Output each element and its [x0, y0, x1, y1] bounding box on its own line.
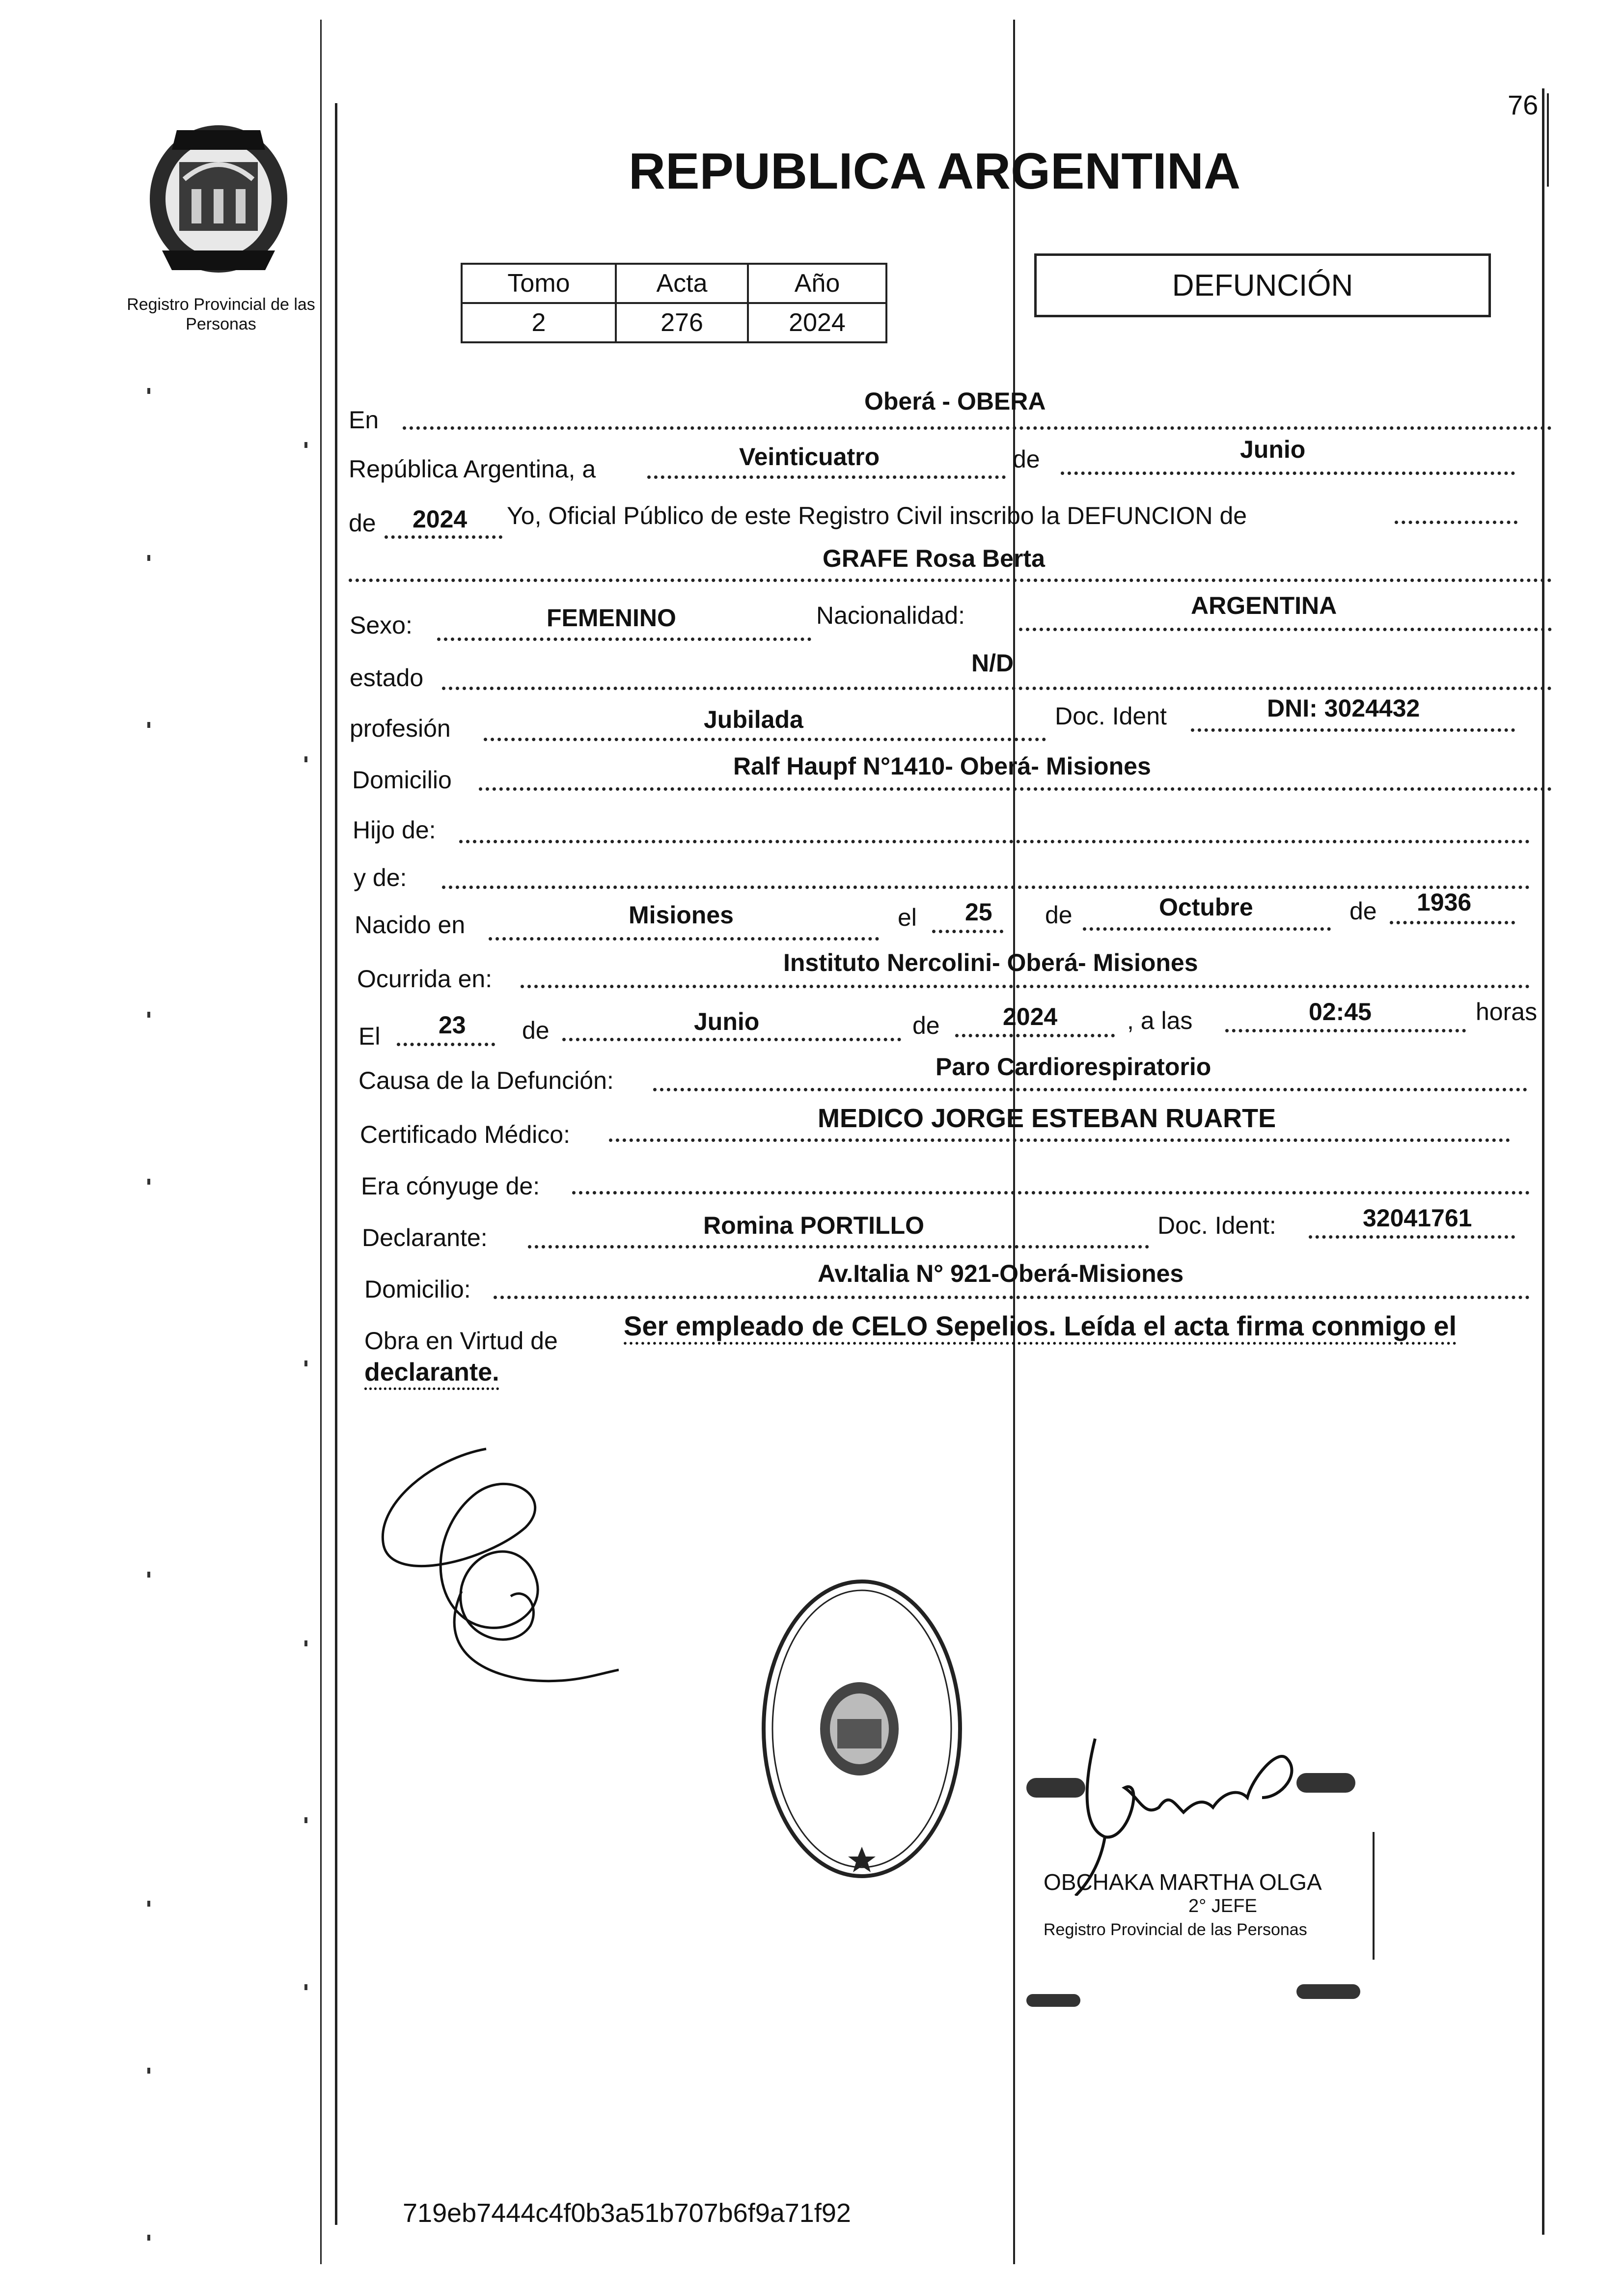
deceased-name: GRAFE Rosa Berta	[823, 545, 1045, 572]
margin-speck	[147, 2068, 150, 2074]
margin-speck	[304, 756, 307, 762]
dotted-line	[479, 787, 1552, 791]
dotted-line	[932, 930, 1003, 933]
el-label: el	[898, 904, 917, 931]
estado-label: estado	[350, 664, 424, 692]
de-label: de	[1013, 445, 1040, 473]
official-position: 2° JEFE	[1188, 1896, 1257, 1916]
death-time-value: 02:45	[1309, 998, 1372, 1026]
margin-speck	[147, 388, 150, 394]
ocurrida-label: Ocurrida en:	[357, 965, 493, 993]
dotted-line	[442, 687, 1552, 690]
page-title: REPUBLICA ARGENTINA	[629, 143, 1241, 200]
death-place-value: Instituto Nercolini- Oberá- Misiones	[783, 949, 1198, 976]
margin-line-right-top	[1547, 93, 1549, 187]
dotted-line	[562, 1038, 901, 1041]
y-de-label: y de:	[354, 864, 407, 891]
marital-status-value: N/D	[971, 649, 1014, 677]
year-value: 2024	[413, 505, 468, 533]
dotted-line	[397, 1043, 495, 1046]
margin-speck	[147, 555, 150, 561]
declarant-name: Romina PORTILLO	[703, 1212, 924, 1239]
dotted-line	[521, 985, 1530, 988]
dotted-line	[528, 1245, 1149, 1248]
record-type-box	[1034, 253, 1491, 317]
declarante-label: Declarante:	[362, 1224, 488, 1251]
de-label: de	[1349, 897, 1377, 925]
certificado-label: Certificado Médico:	[360, 1121, 570, 1148]
margin-speck	[304, 442, 307, 448]
margin-speck	[147, 722, 150, 728]
birth-year-value: 1936	[1417, 888, 1472, 916]
official-name: OBCHAKA MARTHA OLGA	[1044, 1869, 1322, 1895]
horas-label: horas	[1476, 998, 1538, 1026]
doc-ident-label: Doc. Ident	[1055, 702, 1167, 730]
obra-text-line1: Ser empleado de CELO Sepelios. Leída el acta firma conmigo el	[624, 1310, 1457, 1341]
table-header-tomo: Tomo	[462, 264, 616, 303]
margin-line-left-inner	[335, 103, 337, 2225]
dotted-line	[403, 426, 1552, 430]
dotted-line	[955, 1034, 1115, 1037]
obra-label: Obra en Virtud de	[364, 1327, 558, 1355]
table-cell-anio: 2024	[748, 303, 886, 342]
dotted-line	[437, 638, 811, 641]
ink-smudge	[1296, 1984, 1360, 1999]
birth-day-value: 25	[965, 898, 992, 926]
month-value: Junio	[1240, 436, 1306, 463]
obra-text-line2: declarante.	[364, 1358, 499, 1387]
el-label: El	[358, 1023, 381, 1050]
ink-smudge	[1296, 1773, 1355, 1793]
table-cell-tomo: 2	[462, 303, 616, 342]
death-day-value: 23	[439, 1011, 466, 1039]
cause-value: Paro Cardiorespiratorio	[936, 1053, 1211, 1081]
de-label: de	[1045, 901, 1073, 929]
dotted-line	[1395, 521, 1517, 524]
address-value: Ralf Haupf N°1410- Oberá- Misiones	[733, 752, 1151, 780]
domicilio-label: Domicilio	[352, 766, 452, 794]
margin-speck	[304, 1640, 307, 1646]
table-cell-acta: 276	[616, 303, 748, 342]
stamp-border-line	[1373, 1832, 1375, 1960]
registry-label: Registro Provincial de las Personas	[127, 295, 315, 333]
day-words-value: Veinticuatro	[739, 443, 880, 471]
table-header-acta: Acta	[616, 264, 748, 303]
ink-smudge	[1026, 1994, 1080, 2007]
dotted-line	[1390, 921, 1515, 924]
birthplace-value: Misiones	[629, 901, 734, 929]
misiones-seal-icon	[142, 120, 295, 277]
dotted-line	[459, 840, 1530, 843]
death-month-value: Junio	[694, 1008, 760, 1035]
margin-speck	[147, 1179, 150, 1185]
declarant-signature	[363, 1439, 619, 1773]
margin-line-right	[1542, 88, 1544, 2235]
dotted-line	[349, 579, 1552, 582]
de-label: de	[349, 509, 376, 537]
conyuge-label: Era cónyuge de:	[361, 1172, 540, 1200]
page-number: 76	[1508, 89, 1539, 120]
official-office: Registro Provincial de las Personas	[1044, 1920, 1307, 1939]
declarant-doc: 32041761	[1363, 1204, 1472, 1232]
margin-speck	[147, 2235, 150, 2241]
margin-speck	[304, 1984, 307, 1990]
causa-label: Causa de la Defunción:	[358, 1067, 614, 1094]
place-value: Oberá - OBERA	[864, 388, 1046, 415]
dotted-line	[647, 475, 1006, 479]
doc-value: DNI: 3024432	[1267, 694, 1420, 722]
dotted-line	[489, 937, 879, 941]
dotted-line	[1309, 1235, 1515, 1239]
dotted-line	[1019, 628, 1552, 631]
margin-line-left-outer	[320, 20, 322, 2264]
nacionalidad-label: Nacionalidad:	[816, 602, 965, 629]
dotted-line	[442, 886, 1530, 889]
dotted-line	[1061, 471, 1515, 475]
table-header-anio: Año	[748, 264, 886, 303]
declarant-address: Av.Italia N° 921-Oberá-Misiones	[818, 1260, 1184, 1287]
delegation-stamp-icon	[754, 1572, 970, 1886]
a-las-label: , a las	[1127, 1007, 1193, 1034]
document-hash: 719eb7444c4f0b3a51b707b6f9a71f92	[403, 2198, 851, 2228]
margin-speck	[147, 1012, 150, 1018]
oficial-text: Yo, Oficial Público de este Registro Civil inscribo la DEFUNCION de	[507, 502, 1247, 529]
domicilio-label: Domicilio:	[364, 1276, 471, 1303]
de-label: de	[912, 1012, 940, 1039]
dotted-line	[1225, 1029, 1466, 1032]
dotted-line	[572, 1191, 1530, 1194]
record-table	[461, 263, 887, 343]
record-type: DEFUNCIÓN	[1172, 268, 1353, 303]
margin-speck	[304, 1360, 307, 1366]
sexo-label: Sexo:	[350, 611, 413, 639]
nationality-value: ARGENTINA	[1191, 592, 1337, 619]
center-fold-line	[1013, 20, 1015, 2264]
republica-label: República Argentina, a	[349, 455, 596, 483]
dotted-line	[385, 535, 502, 539]
sex-value: FEMENINO	[547, 604, 676, 632]
birth-month-value: Octubre	[1159, 893, 1253, 921]
hijo-label: Hijo de:	[353, 816, 436, 844]
dotted-line	[484, 738, 1046, 741]
margin-speck	[147, 1901, 150, 1907]
death-year-value: 2024	[1003, 1003, 1058, 1030]
margin-speck	[147, 1572, 150, 1578]
dotted-line	[609, 1138, 1510, 1142]
dotted-line	[653, 1088, 1527, 1091]
ink-smudge	[1026, 1778, 1085, 1798]
profesion-label: profesión	[350, 715, 451, 742]
nacido-label: Nacido en	[355, 911, 466, 939]
dotted-line	[1191, 728, 1515, 732]
dotted-line	[1083, 927, 1331, 931]
doctor-value: MEDICO JORGE ESTEBAN RUARTE	[818, 1104, 1276, 1133]
profession-value: Jubilada	[704, 706, 803, 733]
en-label: En	[349, 406, 379, 434]
dotted-line	[494, 1296, 1530, 1299]
de-label: de	[522, 1017, 550, 1044]
margin-speck	[304, 1817, 307, 1823]
doc-ident-label: Doc. Ident:	[1157, 1212, 1276, 1239]
